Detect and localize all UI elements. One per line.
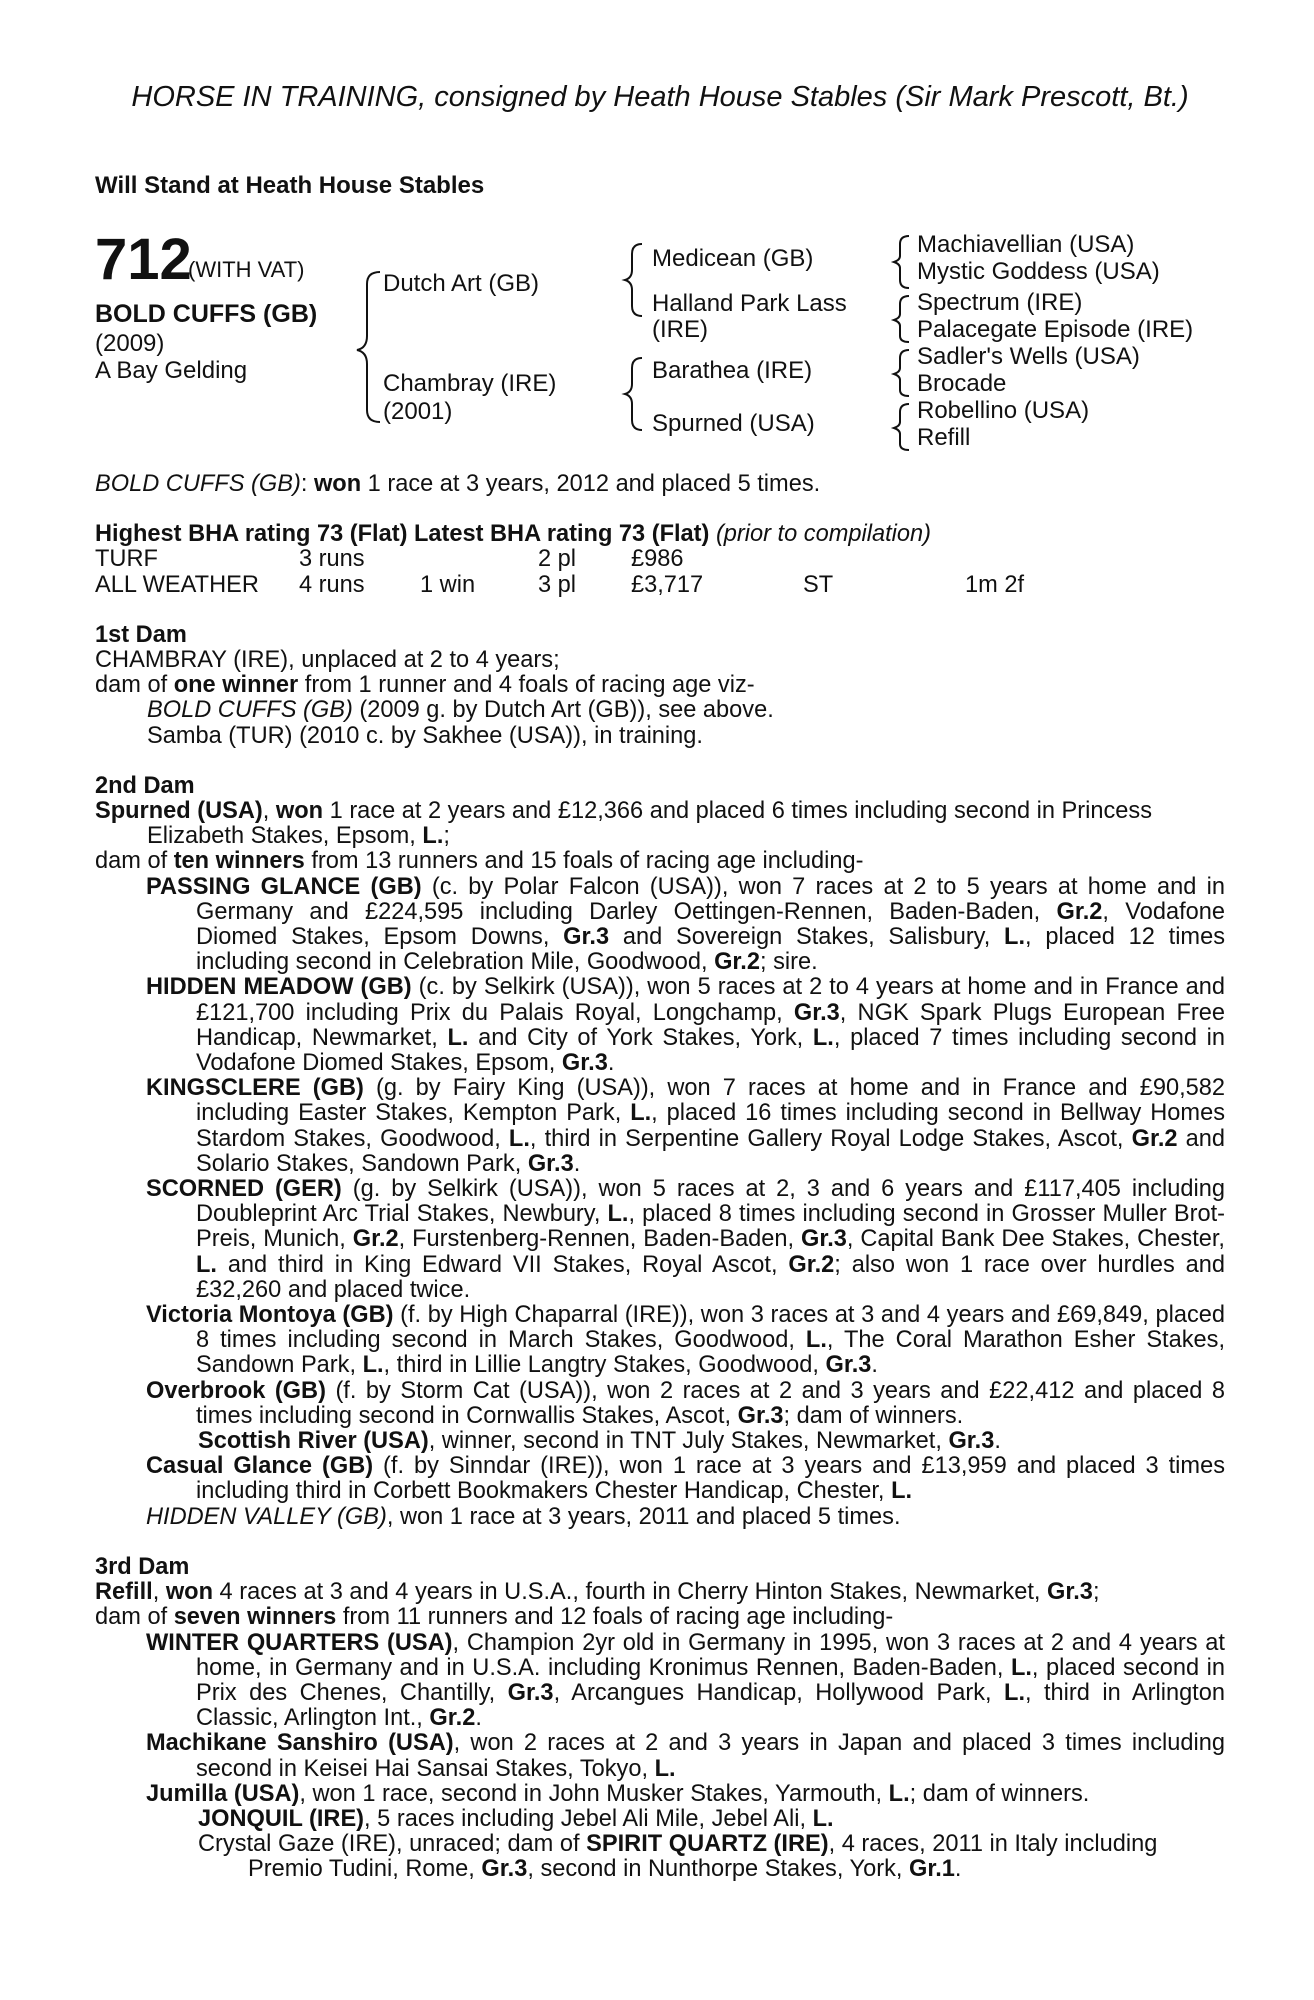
progeny-victoria-montoya: Victoria Montoya (GB) (f. by High Chaparral (IRE)), won 3 races at 3 and 4 years and £69,849, placed 8 times including second in March Stakes, Goodwood, L., The Coral Marathon Esher Stakes, Sandown Park, L., third in Lillie Langtry Stakes, Goodwood, Gr.3. (146, 1302, 1226, 1379)
first-dam-produce: dam of one winner from 1 runner and 4 foals of racing age viz- (95, 672, 755, 699)
progeny-crystal-gaze: Crystal Gaze (IRE), unraced; dam of SPIRIT QUARTZ (IRE), 4 races, 2011 in Italy including Premio Tudini, Rome, Gr.3, second in Nunthorpe Stakes, York, Gr.1. (198, 1831, 1158, 1883)
vat-note: (WITH VAT) (188, 257, 305, 282)
ped-sss: Machiavellian (USA) (917, 231, 1135, 258)
stats-all-weather: ALL WEATHER 4 runs 1 win 3 pl £3,717 ST 1m 2f (95, 571, 1025, 598)
dam-sire: Barathea (IRE) (652, 357, 813, 384)
second-dam-produce: dam of ten winners from 13 runners and 15 foals of racing age including- (95, 848, 864, 875)
stand-note: Will Stand at Heath House Stables (95, 172, 485, 199)
page-header: HORSE IN TRAINING, consigned by Heath House Stables (Sir Mark Prescott, Bt.) (131, 81, 1189, 113)
ped-sdd: Palacegate Episode (IRE) (917, 316, 1194, 343)
progeny-hidden-meadow: HIDDEN MEADOW (GB) (c. by Selkirk (USA)), won 5 races at 2 to 4 years at home and in France and £121,700 including Prix du Palais Royal, Longchamp, Gr.3, NGK Spark Plugs European Free Handicap, Newmarket, L. and City of York Stakes, York, L., placed 7 times including second in Vodafone Diomed Stakes, Epsom, Gr.3. (146, 974, 1226, 1077)
ped-dsd: Brocade (917, 370, 1007, 397)
horse-name: BOLD CUFFS (GB) (95, 300, 318, 328)
second-dam-line: Spurned (USA), won 1 race at 2 years and £12,366 and placed 6 times including second in Princess Elizabeth Stakes, Epsom, L.; (95, 798, 1153, 850)
progeny-jumilla: Jumilla (USA), won 1 race, second in John Musker Stakes, Yarmouth, L.; dam of winners. (146, 1780, 1090, 1807)
progeny-machikane-sanshiro: Machikane Sanshiro (USA), won 2 races at 2 and 3 years in Japan and placed 3 times including second in Keisei Hai Sansai Stakes, Tokyo, L. (146, 1730, 1225, 1782)
progeny-hidden-valley: HIDDEN VALLEY (GB), won 1 race at 3 years, 2011 and placed 5 times. (146, 1503, 901, 1530)
progeny-scorned: SCORNED (GER) (g. by Selkirk (USA)), won 5 races at 2, 3 and 6 years and £117,405 including Doubleprint Arc Trial Stakes, Newbury, L., placed 8 times including second in Grosser Muller Brot-Preis, Munich, Gr.2, Furstenberg-Rennen, Baden-Baden, Gr.3, Capital Bank Dee Stakes, Chester, L. and third in King Edward VII Stakes, Royal Ascot, Gr.2; also won 1 race over hurdles and £32,260 and placed twice. (146, 1176, 1225, 1303)
dam: Chambray (IRE) (383, 370, 557, 397)
third-dam-produce: dam of seven winners from 11 runners and 12 foals of racing age including- (95, 1604, 894, 1631)
pedigree-brackets (0, 0, 1314, 460)
ped-dss: Sadler's Wells (USA) (917, 343, 1140, 370)
first-dam-heading: 1st Dam (95, 621, 187, 648)
horse-year: (2009) (95, 330, 165, 357)
progeny-casual-glance: Casual Glance (GB) (f. by Sinndar (IRE)), won 1 race at 3 years and £13,959 and placed 3 times including third in Corbett Bookmakers Chester Handicap, Chester, L. (146, 1453, 1225, 1505)
dam-dam: Spurned (USA) (652, 410, 815, 437)
third-dam-heading: 3rd Dam (95, 1553, 190, 1580)
third-dam-line: Refill, won 4 races at 3 and 4 years in U.S.A., fourth in Cherry Hinton Stakes, Newmarket, Gr.3; (95, 1579, 1100, 1606)
second-dam-heading: 2nd Dam (95, 772, 195, 799)
bracket-main (357, 272, 380, 422)
sire-dam: Halland Park Lass (652, 290, 847, 317)
ped-sds: Spectrum (IRE) (917, 289, 1083, 316)
progeny-overbrook: Overbrook (GB) (f. by Storm Cat (USA)), won 2 races at 2 and 3 years and £22,412 and placed 8 times including second in Cornwallis Stakes, Ascot, Gr.3; dam of winners. (146, 1377, 1225, 1429)
ped-dds: Robellino (USA) (917, 397, 1090, 424)
ped-ssd: Mystic Goddess (USA) (917, 258, 1160, 285)
first-dam-progeny-2: Samba (TUR) (2010 c. by Sakhee (USA)), in training. (147, 722, 703, 749)
progeny-passing-glance: PASSING GLANCE (GB) (c. by Polar Falcon (USA)), won 7 races at 2 to 5 years at home and in Germany and £224,595 including Darley Oettingen-Rennen, Baden-Baden, Gr.2, Vodafone Diomed Stakes, Epsom Downs, Gr.3 and Sovereign Stakes, Salisbury, L., placed 12 times including second in Celebration Mile, Goodwood, Gr.2; sire. (146, 873, 1226, 976)
first-dam-line: CHAMBRAY (IRE), unplaced at 2 to 4 years; (95, 646, 560, 673)
rating-line: Highest BHA rating 73 (Flat) Latest BHA rating 73 (Flat) (prior to compilation) (95, 521, 931, 548)
bracket-dd (894, 404, 909, 450)
stats-turf: TURF 3 runs 2 pl £986 (95, 546, 684, 573)
bracket-ss (894, 236, 909, 288)
bracket-sd (894, 296, 909, 342)
progeny-scottish-river: Scottish River (USA), winner, second in TNT July Stakes, Newmarket, Gr.3. (198, 1428, 1001, 1455)
sire: Dutch Art (GB) (383, 270, 540, 297)
progeny-winter-quarters: WINTER QUARTERS (USA), Champion 2yr old in Germany in 1995, won 3 races at 2 and 4 years at home, in Germany and in U.S.A. including Kronimus Rennen, Baden-Baden, L., placed second in Prix des Chenes, Chantilly, Gr.3, Arcangues Handicap, Hollywood Park, L., third in Arlington Classic, Arlington Int., Gr.2. (146, 1629, 1225, 1732)
sire-sire: Medicean (GB) (652, 245, 814, 272)
race-summary: BOLD CUFFS (GB): won 1 race at 3 years, 2012 and placed 5 times. (95, 471, 821, 497)
bracket-ds (894, 350, 909, 396)
horse-description: A Bay Gelding (95, 357, 248, 384)
progeny-kingsclere: KINGSCLERE (GB) (g. by Fairy King (USA)), won 7 races at home and in France and £90,582 including Easter Stakes, Kempton Park, L., placed 16 times including second in Bellway Homes Stardom Stakes, Goodwood, L., third in Serpentine Gallery Royal Lodge Stakes, Ascot, Gr.2 and Solario Stakes, Sandown Park, Gr.3. (146, 1075, 1226, 1177)
catalogue-text (95, 472, 1225, 1883)
first-dam-progeny-1: BOLD CUFFS (GB) (2009 g. by Dutch Art (GB)), see above. (147, 697, 774, 724)
sire-dam-country: (IRE) (652, 316, 708, 343)
ped-ddd: Refill (917, 424, 971, 451)
progeny-jonquil: JONQUIL (IRE), 5 races including Jebel Ali Mile, Jebel Ali, L. (198, 1805, 834, 1832)
dam-year: (2001) (383, 398, 453, 425)
lot-number: 712 (95, 227, 192, 292)
bracket-dam (625, 358, 642, 430)
bracket-sire (625, 244, 642, 316)
